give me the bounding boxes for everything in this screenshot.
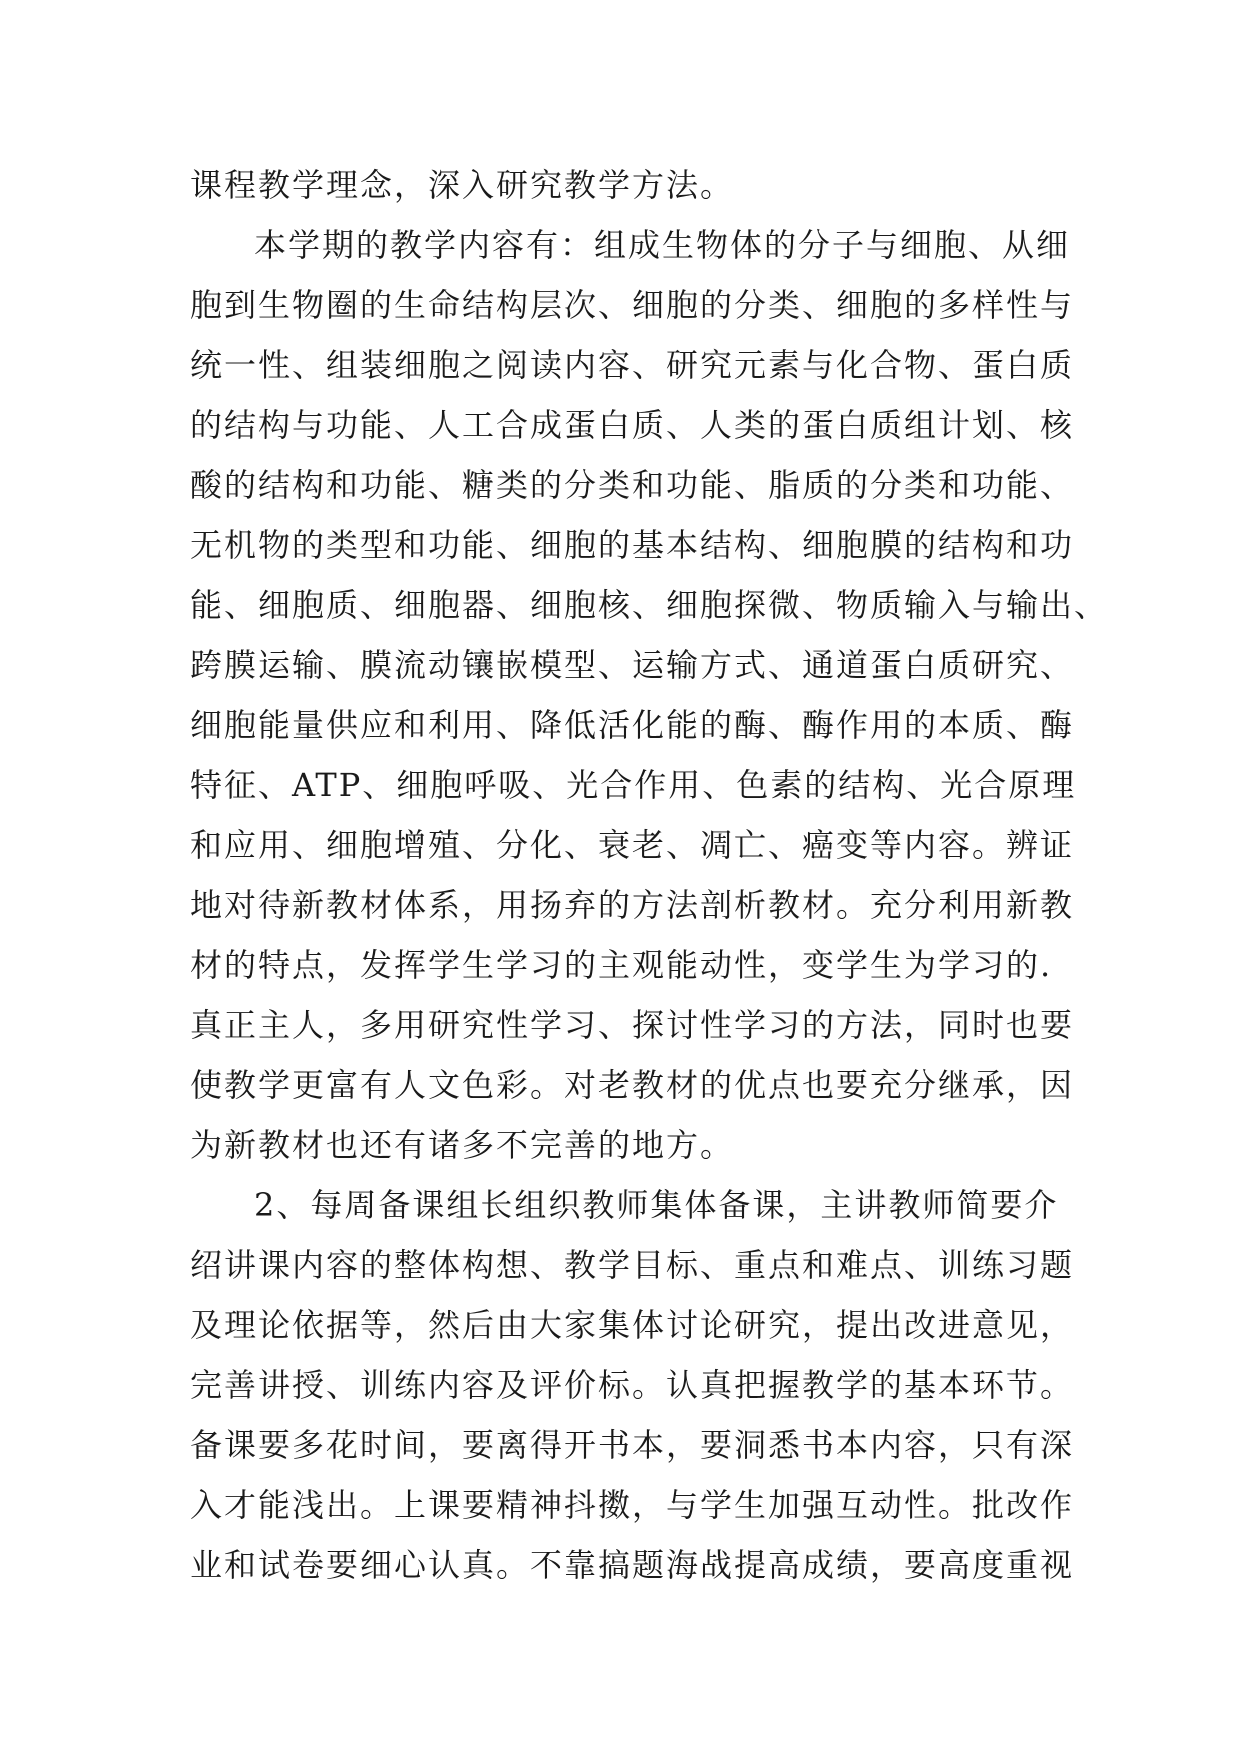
text-line: 细胞能量供应和利用、降低活化能的酶、酶作用的本质、酶 bbox=[190, 706, 1075, 744]
paragraph-start-line: 2、每周备课组长组织教师集体备课，主讲教师简要介 bbox=[254, 1186, 1059, 1224]
text-line: 和应用、细胞增殖、分化、衰老、凋亡、癌变等内容。辨证 bbox=[190, 826, 1075, 864]
text-line: 地对待新教材体系，用扬弃的方法剖析教材。充分利用新教 bbox=[190, 886, 1075, 924]
text-line: 入才能浅出。上课要精神抖擞，与学生加强互动性。批改作 bbox=[190, 1486, 1075, 1524]
text-line: 能、细胞质、细胞器、细胞核、细胞探微、物质输入与输出、 bbox=[190, 586, 1109, 624]
text-line: 跨膜运输、膜流动镶嵌模型、运输方式、通道蛋白质研究、 bbox=[190, 646, 1075, 684]
text-line: 使教学更富有人文色彩。对老教材的优点也要充分继承，因 bbox=[190, 1066, 1075, 1104]
text-line: 材的特点，发挥学生学习的主观能动性，变学生为学习的. bbox=[190, 946, 1053, 984]
text-line: 及理论依据等，然后由大家集体讨论研究，提出改进意见， bbox=[190, 1306, 1075, 1344]
text-line: 备课要多花时间，要离得开书本，要洞悉书本内容，只有深 bbox=[190, 1426, 1075, 1464]
body-text bbox=[190, 155, 1109, 1595]
text-line: 无机物的类型和功能、细胞的基本结构、细胞膜的结构和功 bbox=[190, 526, 1075, 564]
text-line: 真正主人，多用研究性学习、探讨性学习的方法，同时也要 bbox=[190, 1006, 1075, 1044]
text-line: 绍讲课内容的整体构想、教学目标、重点和难点、训练习题 bbox=[190, 1246, 1075, 1284]
text-line: 统一性、组装细胞之阅读内容、研究元素与化合物、蛋白质 bbox=[190, 346, 1075, 384]
text-line: 酸的结构和功能、糖类的分类和功能、脂质的分类和功能、 bbox=[190, 466, 1075, 504]
text-line: 完善讲授、训练内容及评价标。认真把握教学的基本环节。 bbox=[190, 1366, 1075, 1404]
text-line: 业和试卷要细心认真。不靠搞题海战提高成绩，要高度重视 bbox=[190, 1546, 1075, 1584]
paragraph-start-line: 本学期的教学内容有：组成生物体的分子与细胞、从细 bbox=[254, 226, 1071, 264]
text-line: 课程教学理念，深入研究教学方法。 bbox=[190, 166, 735, 204]
text-line: 的结构与功能、人工合成蛋白质、人类的蛋白质组计划、核 bbox=[190, 406, 1075, 444]
text-line: 胞到生物圈的生命结构层次、细胞的分类、细胞的多样性与 bbox=[190, 286, 1075, 324]
text-line: 特征、ATP、细胞呼吸、光合作用、色素的结构、光合原理 bbox=[190, 766, 1077, 804]
text-line: 为新教材也还有诸多不完善的地方。 bbox=[190, 1126, 735, 1164]
